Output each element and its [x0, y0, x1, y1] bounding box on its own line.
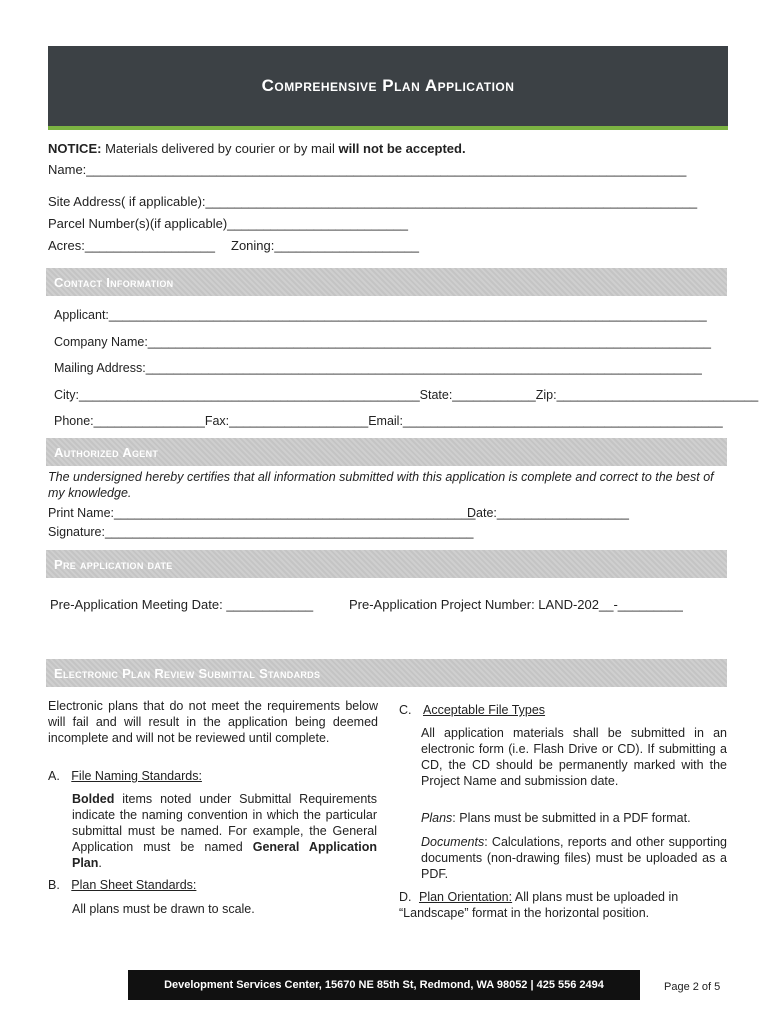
- page-title: Comprehensive Plan Application: [261, 76, 515, 95]
- item-a-bold-end: General Application Plan: [72, 840, 377, 870]
- standards-header-label: Electronic Plan Review Submittal Standards: [54, 665, 321, 681]
- item-c-heading: [399, 702, 545, 718]
- contact-section-header: [46, 268, 727, 296]
- acres-field[interactable]: Acres:__________________: [48, 238, 215, 253]
- parcel-number-field[interactable]: Parcel Number(s)(if applicable)_________________________: [48, 216, 408, 231]
- notice-label: NOTICE:: [48, 141, 102, 156]
- footer-address: Development Services Center, 15670 NE 85th St, Redmond, WA 98052 | 425 556 2494: [164, 979, 604, 991]
- company-name-field[interactable]: Company Name:_________________________________________________________________________________: [54, 335, 711, 349]
- item-a-bold: Bolded: [72, 792, 115, 806]
- print-name-field[interactable]: Print Name:____________________________________________________: [48, 506, 476, 520]
- notice: [48, 141, 466, 156]
- item-b-heading: [48, 877, 196, 893]
- contact-header-label: Contact Information: [54, 274, 174, 290]
- item-c-text: All application materials shall be submitted in an electronic form (i.e. Flash Drive or CD). If submitting a CD, the CD should be permanently marked with the Project Name and submission date.: [421, 726, 727, 788]
- page-number: Page 2 of 5: [664, 981, 721, 993]
- agent-header-label: Authorized Agent: [54, 444, 159, 460]
- certification-text: The undersigned hereby certifies that all information submitted with this application is complete and correct to the best of my knowledge.: [48, 470, 714, 500]
- preapp-project-number-field[interactable]: Pre-Application Project Number: LAND-202__-_________: [349, 597, 683, 612]
- item-b-text: All plans must be drawn to scale.: [72, 902, 255, 916]
- preapp-header-label: Pre application date: [54, 556, 173, 572]
- documents-note: [421, 834, 727, 882]
- item-c-marker: C.: [399, 703, 412, 717]
- date-field[interactable]: Date:___________________: [467, 506, 629, 520]
- item-d-text: All plans must be uploaded in “Landscape” format in the horizontal position.: [399, 890, 679, 920]
- item-a-title: File Naming Standards:: [71, 769, 202, 783]
- documents-text: : Calculations, reports and other supporting documents (non-drawing files) must be uploaded as a PDF.: [421, 835, 727, 881]
- item-a-body: [72, 791, 377, 871]
- plans-note: [421, 810, 727, 826]
- item-a-marker: A.: [48, 769, 60, 783]
- plans-label: Plans: [421, 811, 453, 825]
- city-state-zip-field[interactable]: City:_________________________________________________State:____________Zip:_____________________________: [54, 388, 759, 402]
- site-address-field[interactable]: Site Address( if applicable):____________________________________________________________________: [48, 194, 698, 209]
- item-a-period: .: [98, 856, 102, 870]
- mailing-address-field[interactable]: Mailing Address:________________________________________________________________________________: [54, 361, 702, 375]
- signature-field[interactable]: Signature:_____________________________________________________: [48, 525, 474, 539]
- notice-bold: will not be accepted.: [338, 141, 466, 156]
- item-a-heading: [48, 768, 202, 784]
- name-field[interactable]: Name:___________________________________________________________________________________: [48, 162, 687, 177]
- applicant-field[interactable]: Applicant:______________________________________________________________________________________: [54, 308, 707, 322]
- title-banner: [48, 46, 728, 130]
- item-d-title: Plan Orientation:: [418, 890, 513, 904]
- documents-label: Documents: [421, 835, 485, 849]
- phone-fax-email-field[interactable]: Phone:________________Fax:____________________Email:______________________________________________: [54, 414, 723, 428]
- zoning-field[interactable]: Zoning:____________________: [231, 238, 419, 253]
- agent-section-header: [46, 438, 727, 466]
- item-b-title: Plan Sheet Standards:: [71, 878, 197, 892]
- standards-section-header: [46, 659, 727, 687]
- item-d: [399, 889, 727, 921]
- item-c-title: Acceptable File Types: [422, 703, 546, 717]
- standards-intro: Electronic plans that do not meet the requirements below will fail and will result in the application being deemed incomplete and will not be reviewed until complete.: [48, 699, 378, 745]
- item-d-marker: D.: [399, 890, 412, 904]
- preapp-meeting-date-field[interactable]: Pre-Application Meeting Date: ____________: [50, 597, 314, 612]
- item-a-text: items noted under Submittal Requirements indicate the naming convention in which the particular submittal must be named. For example, the General Application must be named: [72, 792, 377, 854]
- plans-text: : Plans must be submitted in a PDF format.: [452, 811, 691, 825]
- footer-bar: [128, 970, 640, 1000]
- notice-text: Materials delivered by courier or by mail: [105, 141, 339, 156]
- preapp-section-header: [46, 550, 727, 578]
- item-b-marker: B.: [48, 878, 60, 892]
